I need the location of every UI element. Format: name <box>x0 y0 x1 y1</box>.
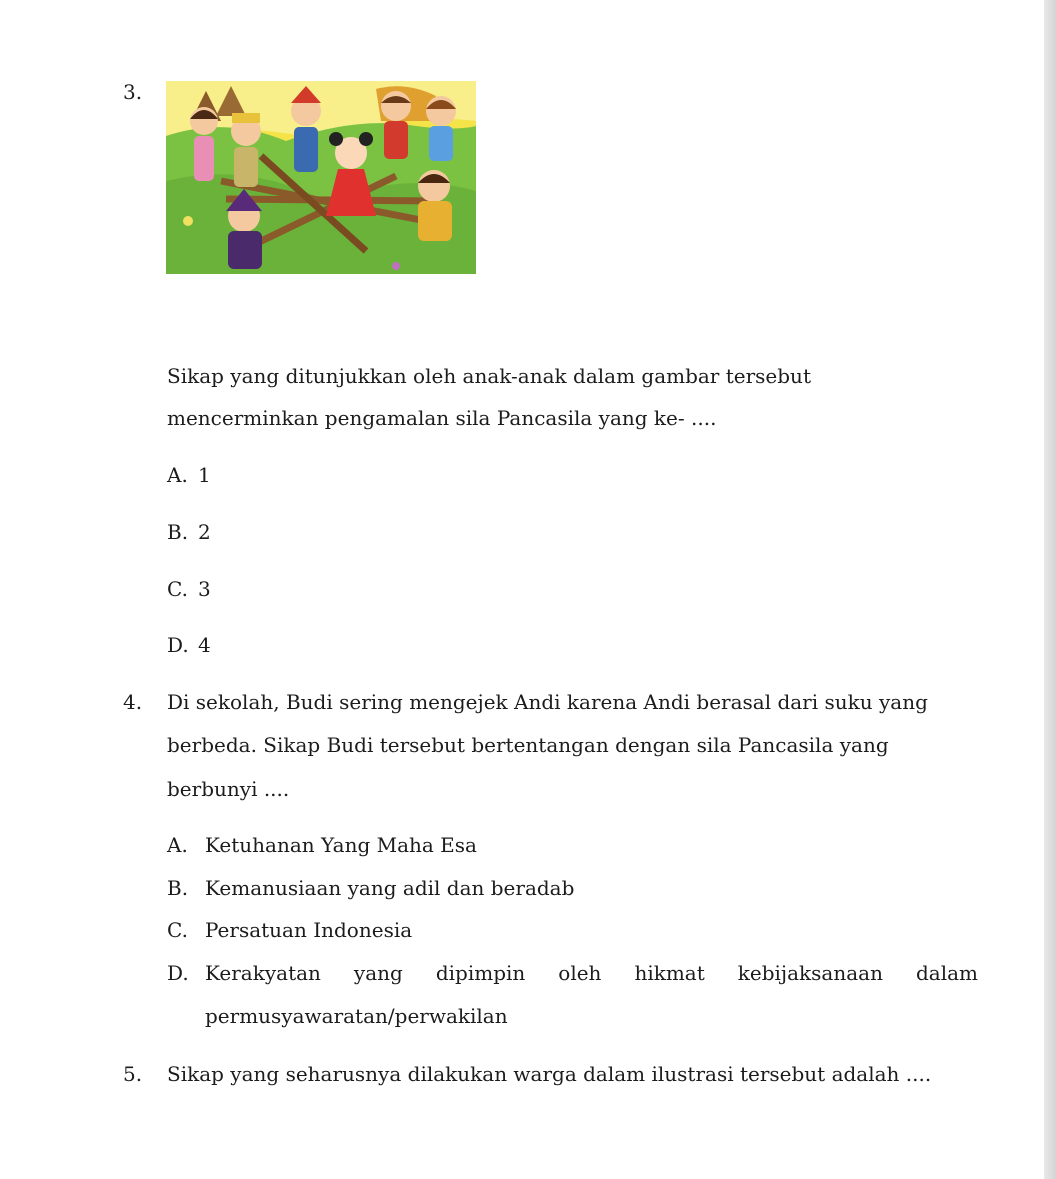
question-4-stem-line-1: Di sekolah, Budi sering mengejek Andi karena Andi berasal dari suku yang <box>167 690 928 714</box>
question-3-option-c-text: 3 <box>198 577 211 601</box>
option-d-word: yang <box>353 961 403 985</box>
question-4-option-d-letter: D. <box>167 961 189 985</box>
option-d-word: Kerakyatan <box>205 961 321 985</box>
question-3-number: 3. <box>123 80 143 104</box>
question-3-option-d-letter: D. <box>167 633 189 657</box>
option-d-word: dipimpin <box>435 961 526 985</box>
question-4-option-d-line-1 <box>205 961 978 985</box>
question-4-option-c-text: Persatuan Indonesia <box>205 918 413 942</box>
children-playing-illustration <box>166 81 476 274</box>
question-4-number: 4. <box>123 690 143 714</box>
question-4-option-c-letter: C. <box>167 918 188 942</box>
question-4-option-b-text: Kemanusiaan yang adil dan beradab <box>205 876 575 900</box>
option-d-word: hikmat <box>634 961 705 985</box>
question-4-option-b-letter: B. <box>167 876 189 900</box>
question-5-number: 5. <box>123 1062 143 1086</box>
page-edge-shadow <box>1044 0 1056 1179</box>
question-3-option-b-text: 2 <box>198 520 211 544</box>
option-d-word: oleh <box>558 961 602 985</box>
question-3-option-c-letter: C. <box>167 577 188 601</box>
question-4-stem-line-3: berbunyi .... <box>167 777 290 801</box>
question-4-option-d-line-2: permusyawaratan/perwakilan <box>205 1004 508 1028</box>
question-5-stem-line-1: Sikap yang seharusnya dilakukan warga dalam ilustrasi tersebut adalah .... <box>167 1062 932 1086</box>
question-3-option-a-letter: A. <box>167 463 188 487</box>
question-4-option-a-letter: A. <box>167 833 188 857</box>
question-3-option-d-text: 4 <box>198 633 211 657</box>
question-3-option-b-letter: B. <box>167 520 189 544</box>
question-4-stem-line-2: berbeda. Sikap Budi tersebut bertentangan dengan sila Pancasila yang <box>167 733 889 757</box>
question-3-option-a-text: 1 <box>198 463 211 487</box>
option-d-word: dalam <box>915 961 978 985</box>
option-d-word: kebijaksanaan <box>737 961 883 985</box>
question-3-stem-line-2: mencerminkan pengamalan sila Pancasila yang ke- .... <box>167 406 717 430</box>
question-4-option-a-text: Ketuhanan Yang Maha Esa <box>205 833 477 857</box>
question-3-stem-line-1: Sikap yang ditunjukkan oleh anak-anak dalam gambar tersebut <box>167 364 811 388</box>
